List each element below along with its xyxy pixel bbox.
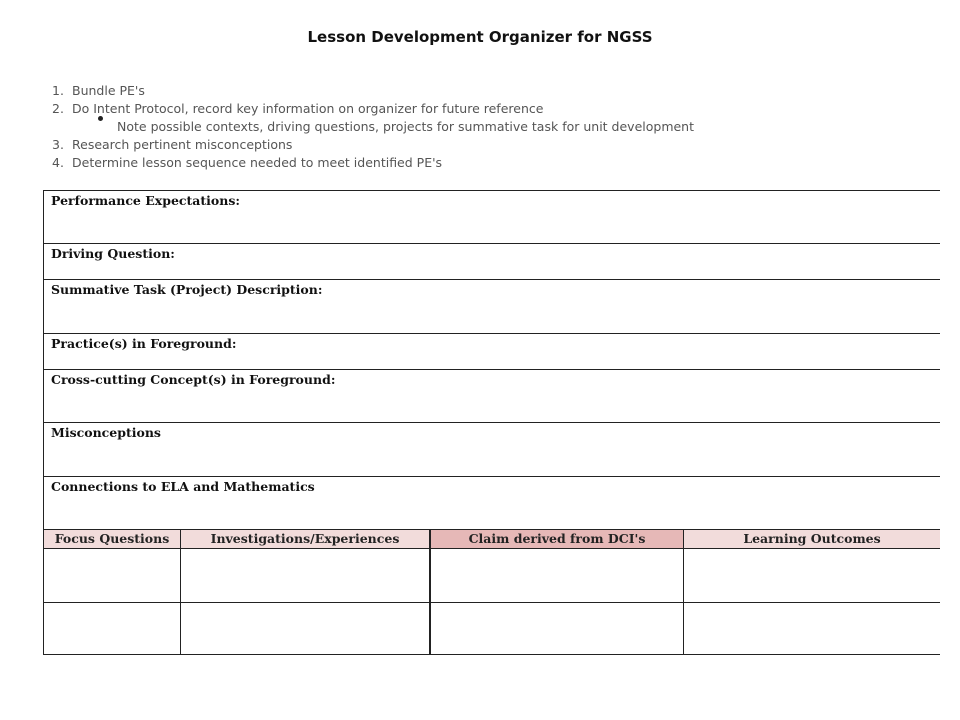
column-header-claim-dci: Claim derived from DCI's (429, 529, 683, 548)
field-label: Cross-cutting Concept(s) in Foreground: (51, 372, 336, 387)
field-label: Connections to ELA and Mathematics (51, 479, 315, 494)
step-number: 2. (52, 101, 64, 116)
field-label: Practice(s) in Foreground: (51, 336, 237, 351)
field-summative-task[interactable] (43, 279, 940, 333)
step-number: 1. (52, 83, 64, 98)
grid-cell[interactable] (429, 548, 683, 602)
field-practices[interactable] (43, 333, 940, 369)
step-text: Research pertinent misconceptions (72, 137, 293, 152)
column-header-learning-outcomes: Learning Outcomes (683, 529, 940, 548)
field-crosscutting-concepts[interactable] (43, 369, 940, 422)
column-header-investigations: Investigations/Experiences (180, 529, 429, 548)
step-text: Bundle PE's (72, 83, 145, 98)
field-label: Misconceptions (51, 425, 161, 440)
grid-cell[interactable] (43, 548, 180, 602)
field-label: Driving Question: (51, 246, 175, 261)
instruction-list (52, 82, 694, 172)
field-label: Performance Expectations: (51, 193, 240, 208)
step-item (52, 100, 694, 118)
bullet-icon (98, 116, 103, 121)
field-driving-question[interactable] (43, 243, 940, 279)
step-item (52, 82, 694, 100)
step-subtext: Note possible contexts, driving questions, projects for summative task for unit development (117, 119, 695, 134)
step-subitem (52, 118, 694, 136)
field-label: Summative Task (Project) Description: (51, 282, 323, 297)
step-number: 4. (52, 155, 64, 170)
grid-cell[interactable] (429, 602, 683, 655)
grid-cell[interactable] (683, 548, 940, 602)
grid-cell[interactable] (683, 602, 940, 655)
step-item (52, 154, 694, 172)
organizer-table (43, 190, 940, 655)
page-title: Lesson Development Organizer for NGSS (307, 28, 653, 46)
lesson-grid (43, 529, 940, 655)
step-text: Do Intent Protocol, record key information on organizer for future reference (72, 101, 544, 116)
grid-cell[interactable] (43, 602, 180, 655)
step-text: Determine lesson sequence needed to meet identified PE's (72, 155, 443, 170)
grid-cell[interactable] (180, 602, 429, 655)
step-item (52, 136, 694, 154)
column-header-focus-questions: Focus Questions (43, 529, 180, 548)
step-number: 3. (52, 137, 64, 152)
field-ela-math-connections[interactable] (43, 476, 940, 529)
field-misconceptions[interactable] (43, 422, 940, 476)
grid-cell[interactable] (180, 548, 429, 602)
field-performance-expectations[interactable] (43, 190, 940, 243)
